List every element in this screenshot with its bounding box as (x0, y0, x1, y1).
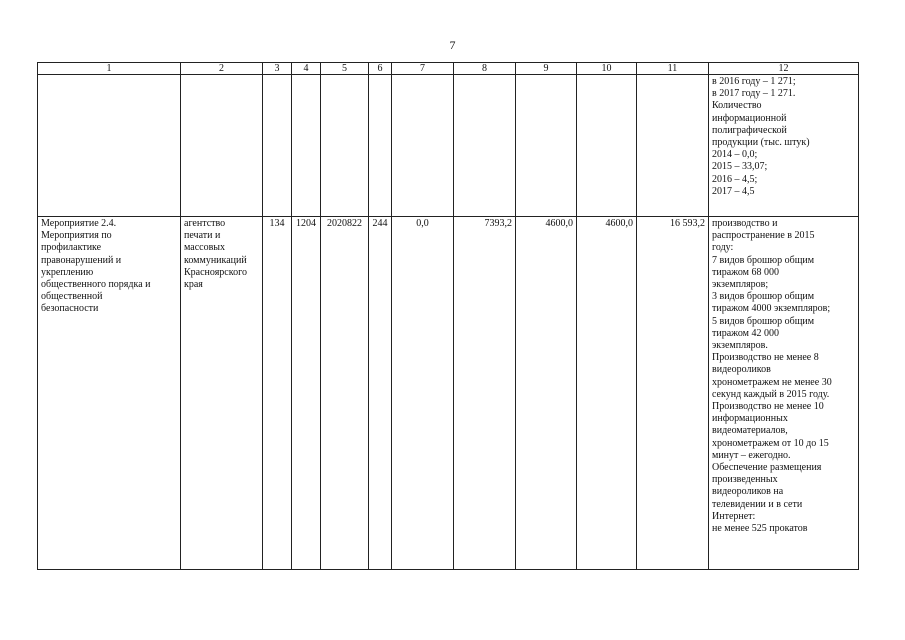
empty-cell (577, 75, 637, 217)
empty-cell (516, 75, 577, 217)
amount-total-cell: 16 593,2 (637, 217, 709, 570)
column-number: 8 (454, 63, 516, 75)
page-number: 7 (449, 38, 456, 52)
executor-cell: агентство печати и массовых коммуникаций Красноярского края (181, 217, 263, 570)
amount-2017-cell: 4600,0 (577, 217, 637, 570)
empty-cell (38, 75, 181, 217)
empty-cell (392, 75, 454, 217)
amount-2014-cell: 0,0 (392, 217, 454, 570)
column-number: 6 (369, 63, 392, 75)
amount-2015-cell: 7393,2 (454, 217, 516, 570)
column-number: 7 (392, 63, 454, 75)
code-cell-5: 2020822 (321, 217, 369, 570)
empty-cell (321, 75, 369, 217)
amount-2016-cell: 4600,0 (516, 217, 577, 570)
program-table (37, 62, 859, 570)
column-number: 9 (516, 63, 577, 75)
column-number: 4 (292, 63, 321, 75)
column-number: 12 (709, 63, 859, 75)
column-number: 1 (38, 63, 181, 75)
measure-name-cell: Мероприятие 2.4. Мероприятия по профилактике правонарушений и укреплению общественного порядка и общественной безопасности (38, 217, 181, 570)
empty-cell (454, 75, 516, 217)
column-number: 11 (637, 63, 709, 75)
code-cell-6: 244 (369, 217, 392, 570)
column-number: 3 (263, 63, 292, 75)
code-cell-4: 1204 (292, 217, 321, 570)
column-number: 2 (181, 63, 263, 75)
code-cell-3: 134 (263, 217, 292, 570)
empty-cell (292, 75, 321, 217)
empty-cell (637, 75, 709, 217)
column-number: 10 (577, 63, 637, 75)
result-cell: производство и распространение в 2015 году: 7 видов брошюр общим тиражом 68 000 экземпляров; 3 видов брошюр общим тиражом 4000 экземпляров; 5 видов брошюр общим тиражом 42 000 экземпляров. Производство не менее 8 видеороликов хронометражем не менее 30 секунд каждый в 2015 году. Производство не менее 10 информационных видеоматериалов, хронометражем от 10 до 15 минут – ежегодно. Обеспечение размещения произведенных видеороликов на телевидении и в сети Интернет: не менее 525 прокатов (709, 217, 859, 570)
empty-cell (369, 75, 392, 217)
column-number-row (38, 63, 859, 75)
empty-cell (181, 75, 263, 217)
empty-cell (263, 75, 292, 217)
measure-row (38, 217, 859, 570)
continuation-row (38, 75, 859, 217)
column-number: 5 (321, 63, 369, 75)
result-continuation-cell: в 2016 году – 1 271; в 2017 году – 1 271. Количество информационной полиграфической продукции (тыс. штук) 2014 – 0,0; 2015 – 33,07; 2016 – 4,5; 2017 – 4,5 (709, 75, 859, 217)
